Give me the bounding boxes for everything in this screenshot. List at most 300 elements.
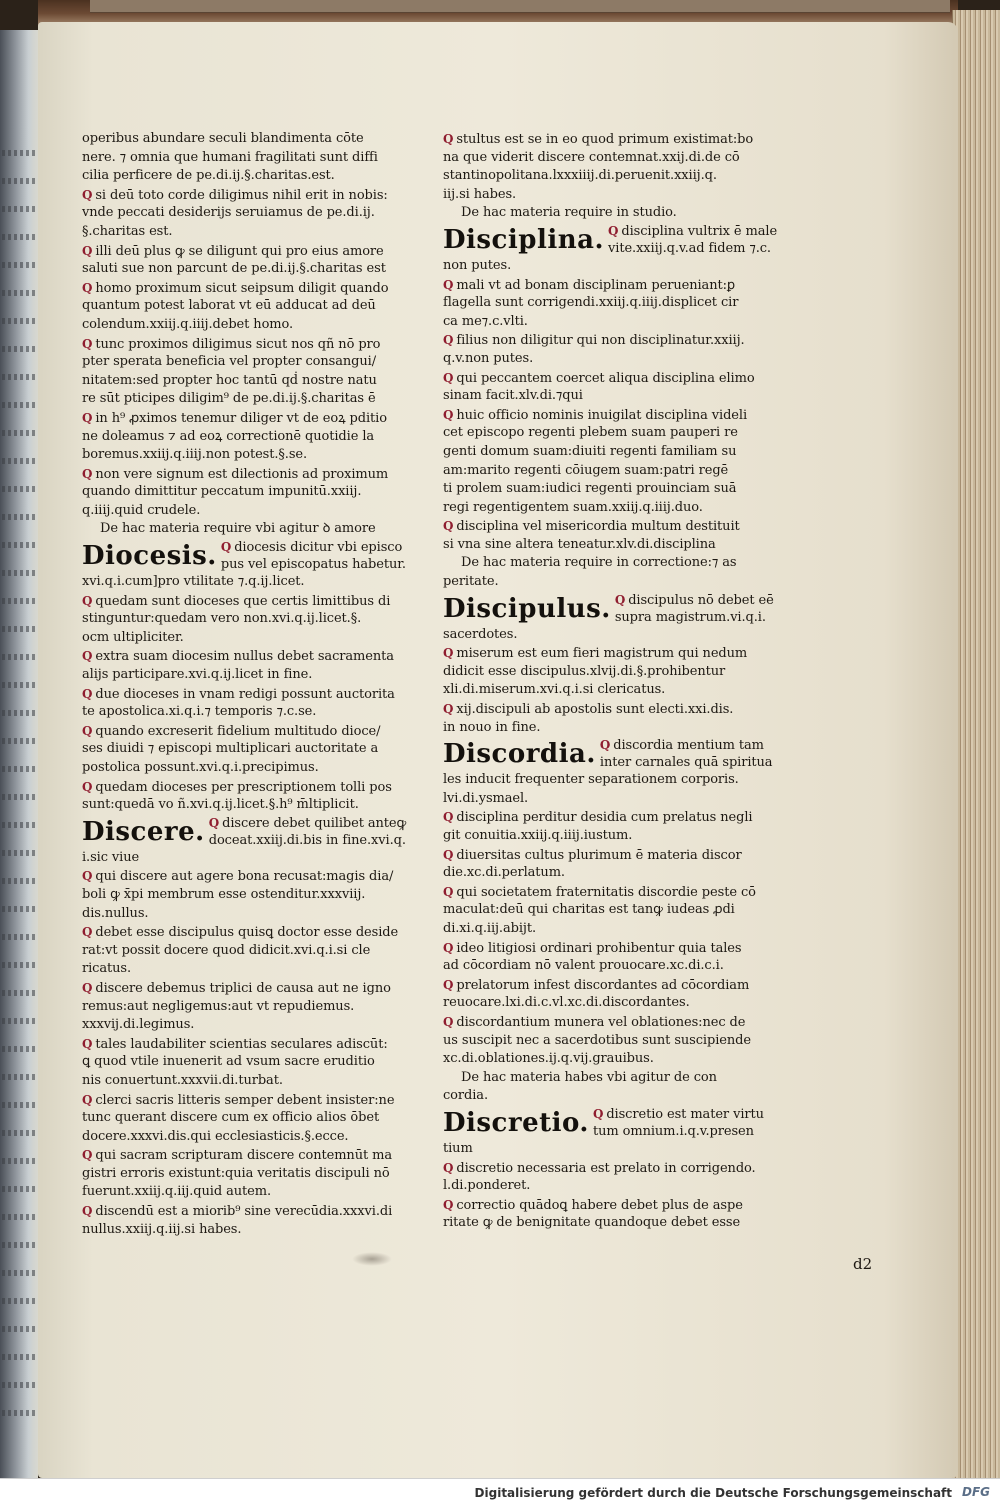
lemma-word: Discordia.: [443, 739, 596, 770]
line-text: ritate ꝙ de benignitate quandoque debet esse: [443, 1215, 741, 1231]
text-line: [443, 1196, 773, 1215]
facing-text-fragment: [2, 1186, 36, 1192]
text-line: [82, 242, 412, 261]
line-text: qui peccantem coercet aliqua disciplina elimo: [456, 370, 755, 386]
line-text: ca me⁊.c.vlti.: [443, 313, 528, 329]
text-line: [82, 149, 412, 168]
text-line: [82, 849, 412, 868]
text-line: [82, 186, 412, 205]
text-line: [443, 462, 773, 481]
text-line: [443, 700, 773, 719]
text-line: [443, 331, 773, 350]
line-text: §.charitas est.: [82, 223, 173, 239]
facing-text-fragment: [2, 1158, 36, 1164]
line-text: xc.di.oblationes.ij.q.vij.grauibus.: [443, 1051, 654, 1067]
line-text: tunc querant discere cum ex officio alios ōbet: [82, 1110, 380, 1126]
text-line: [443, 1159, 773, 1178]
text-line: [443, 939, 773, 958]
text-line: [615, 592, 774, 609]
facing-text-fragment: [2, 514, 36, 520]
line-text: sacerdotes.: [443, 626, 518, 642]
rubric-paragraph-icon: Q: [82, 410, 93, 425]
rubric-paragraph-icon: Q: [443, 1014, 454, 1029]
text-line: [443, 883, 773, 902]
line-text: rat:vt possit docere quod didicit.xvi.q.i.si cle: [82, 942, 371, 958]
text-line: [82, 886, 412, 905]
line-text: quedam sunt dioceses que certis limittibus di: [95, 593, 391, 609]
facing-text-fragment: [2, 682, 36, 688]
facing-text-fragment: [2, 990, 36, 996]
line-text: lvi.di.ysmael.: [443, 790, 529, 806]
line-text: non putes.: [443, 257, 512, 273]
rubric-paragraph-icon: Q: [443, 1160, 454, 1175]
line-text: pter sperata beneficia vel propter consangui/: [82, 354, 376, 370]
facing-text-fragment: [2, 570, 36, 576]
line-text: inter carnales quā spiritua: [599, 755, 773, 771]
line-text: les inducit frequenter separationem corporis.: [443, 772, 739, 788]
line-text: disciplina perditur desidia cum prelatus negli: [456, 810, 753, 826]
facing-text-fragment: [2, 1018, 36, 1024]
facing-text-fragment: [2, 1326, 36, 1332]
text-line: [82, 1165, 412, 1184]
text-line: [82, 960, 412, 979]
text-line: [443, 644, 773, 663]
line-text: nullus.xxiij.q.iij.si habes.: [82, 1221, 242, 1237]
text-line: [82, 867, 412, 886]
rubric-paragraph-icon: Q: [608, 223, 619, 238]
line-text: discretio necessaria est prelato in corrigendo.: [456, 1160, 756, 1176]
text-line: [443, 719, 773, 738]
page-stack-edge: [952, 10, 1000, 1478]
line-text: dis.nullus.: [82, 905, 149, 921]
text-line: [82, 647, 412, 666]
text-line: [443, 864, 773, 883]
text-line: [443, 204, 773, 223]
lemma-heading: [443, 1106, 773, 1140]
line-text: sinam facit.xlv.di.⁊qui: [443, 388, 583, 404]
text-line: [82, 297, 412, 316]
line-text: xij.discipuli ab apostolis sunt electi.xxi.dis.: [456, 702, 734, 718]
rubric-paragraph-icon: Q: [82, 779, 93, 794]
line-text: vite.xxiij.q.v.ad fidem ⁊.c.: [608, 240, 771, 256]
text-line: [82, 204, 412, 223]
text-line: [443, 313, 773, 332]
text-line: [443, 827, 773, 846]
lemma-heading: [82, 539, 412, 573]
line-text: i.sic viue: [82, 849, 140, 865]
facing-text-fragment: [2, 738, 36, 744]
rubric-paragraph-icon: Q: [82, 187, 93, 202]
text-line: [443, 167, 773, 186]
text-line: [608, 223, 777, 240]
line-text: na que viderit discere contemnat.xxij.di.de cō: [443, 149, 740, 165]
line-text: reuocare.lxi.di.c.vl.xc.di.discordantes.: [443, 995, 690, 1011]
line-text: nere. ⁊ omnia que humani fragilitati sunt diffi: [82, 149, 378, 165]
text-line: [615, 609, 774, 626]
text-line: [443, 663, 773, 682]
line-text: diocesis dicitur vbi episco: [234, 540, 403, 556]
facing-text-fragment: [2, 878, 36, 884]
line-text: nis conuertunt.xxxvii.di.turbat.: [82, 1072, 283, 1088]
line-text: prelatorum infest discordantes ad cōcordiam: [456, 977, 750, 993]
line-text: xli.di.miserum.xvi.q.i.si clericatus.: [443, 682, 666, 698]
line-text: alijs participare.xvi.q.ij.licet in fine.: [82, 667, 313, 683]
lemma-word: Disciplina.: [443, 224, 605, 255]
rubric-paragraph-icon: Q: [82, 1148, 93, 1163]
line-text: cilia perficere de pe.di.ij.§.charitas.est.: [82, 168, 335, 184]
rubric-paragraph-icon: Q: [443, 370, 454, 385]
facing-text-fragment: [2, 458, 36, 464]
facing-text-fragment: [2, 1214, 36, 1220]
text-line: [443, 994, 773, 1013]
facing-text-fragment: [2, 822, 36, 828]
line-text: homo proximum sicut seipsum diligit quando: [95, 280, 389, 296]
line-text: die.xc.di.perlatum.: [443, 865, 565, 881]
line-text: non vere signum est dilectionis ad proximum: [95, 466, 389, 482]
facing-text-fragment: [2, 1130, 36, 1136]
text-line: [82, 502, 412, 521]
line-text: discipulus nō debet eē: [628, 592, 774, 608]
line-text: ses diuidi ⁊ episcopi multiplicari auctoritate a: [82, 741, 379, 757]
lemma-heading: [443, 223, 778, 257]
text-line: [82, 1053, 412, 1072]
text-line: [443, 976, 773, 995]
text-line: [443, 681, 773, 700]
facing-text-fragment: [2, 1382, 36, 1388]
text-line: [82, 1016, 412, 1035]
line-text: quando excreserit fidelium multitudo dioce/: [95, 723, 381, 739]
text-line: [443, 480, 773, 499]
rubric-paragraph-icon: Q: [82, 980, 93, 995]
line-text: disciplina vultrix ē male: [621, 223, 778, 239]
facing-text-fragment: [2, 1298, 36, 1304]
line-text: De hac materia require vbi agitur ꝺ amore: [100, 521, 376, 537]
text-line: [82, 592, 412, 611]
text-line: [82, 1109, 412, 1128]
lemma-word: Discretio.: [443, 1107, 589, 1138]
line-text: ꝗ quod vtile inuenerit ad vsum sacre eruditio: [82, 1054, 375, 1070]
facing-text-fragment: [2, 430, 36, 436]
text-line: [443, 554, 773, 573]
text-line: [443, 130, 773, 149]
text-line: [82, 1202, 412, 1221]
text-line: [443, 1087, 773, 1106]
text-line: [82, 1091, 412, 1110]
text-line: [443, 443, 773, 462]
rubric-paragraph-icon: Q: [592, 1106, 604, 1121]
rubric-paragraph-icon: Q: [443, 519, 454, 534]
rubric-paragraph-icon: Q: [82, 1036, 93, 1051]
text-line: [82, 979, 412, 998]
rubric-paragraph-icon: Q: [82, 280, 93, 295]
facing-text-fragment: [2, 906, 36, 912]
line-text: stinguntur:quedam vero non.xvi.q.ij.licet.§.: [82, 611, 362, 627]
line-text: sunt:quedā vo ñ.xvi.q.ij.licet.§.h⁹ m̄ltiplicit.: [82, 797, 359, 813]
text-line: [209, 832, 406, 849]
line-text: De hac materia require in correctione:⁊ as: [461, 555, 737, 571]
text-line: [443, 957, 773, 976]
text-line: [82, 1072, 412, 1091]
text-line: [443, 387, 773, 406]
line-text: di.xi.q.iij.abijt.: [443, 920, 536, 936]
line-text: tales laudabiliter scientias seculares adiscūt:: [95, 1036, 388, 1052]
line-text: te apostolica.xi.q.i.⁊ temporis ⁊.c.se.: [82, 704, 317, 720]
text-line: [82, 923, 412, 942]
facing-text-fragment: [2, 290, 36, 296]
lemma-heading: [443, 737, 773, 771]
line-text: l.di.ponderet.: [443, 1178, 531, 1194]
line-text: ideo litigiosi ordinari prohibentur quia tales: [456, 940, 742, 956]
text-line: [443, 1140, 773, 1159]
line-text: quedam dioceses per prescriptionem tolli pos: [95, 779, 392, 795]
text-line: [443, 771, 773, 790]
text-line: [443, 536, 773, 555]
text-line: [82, 573, 412, 592]
text-line: [600, 737, 773, 754]
facing-text-fragment: [2, 178, 36, 184]
line-text: ad cōcordiam nō valent prouocare.xc.di.c.i.: [443, 958, 724, 974]
line-text: discordantium munera vel oblationes:nec de: [456, 1014, 746, 1030]
line-text: didicit esse discipulus.xlvij.di.§.prohibentur: [443, 663, 726, 679]
text-line: [443, 1177, 773, 1196]
rubric-paragraph-icon: Q: [82, 686, 93, 701]
line-text: De hac materia require in studio.: [461, 205, 677, 221]
rubric-paragraph-icon: Q: [82, 723, 93, 738]
rubric-paragraph-icon: Q: [82, 649, 93, 664]
text-line: [82, 759, 412, 778]
line-text: re sūt pticipes diligim⁹ de pe.di.ij.§.charitas ē: [82, 391, 376, 407]
line-text: peritate.: [443, 574, 499, 590]
facing-text-fragment: [2, 598, 36, 604]
text-line: [82, 520, 412, 539]
line-text: tum omnium.i.q.v.presen: [592, 1123, 754, 1139]
text-line: [221, 556, 406, 573]
line-text: extra suam diocesim nullus debet sacramenta: [95, 649, 394, 665]
rubric-paragraph-icon: Q: [220, 540, 232, 555]
line-text: De hac materia habes vbi agitur de con: [461, 1069, 717, 1085]
facing-text-fragment: [2, 1046, 36, 1052]
text-line: [82, 167, 412, 186]
text-line: [443, 369, 773, 388]
facing-text-fragment: [2, 1410, 36, 1416]
rubric-paragraph-icon: Q: [443, 977, 454, 992]
right-text-column: [443, 130, 778, 1233]
line-text: colendum.xxiij.q.iiij.debet homo.: [82, 316, 294, 332]
facing-text-fragment: [2, 542, 36, 548]
facing-text-fragment: [2, 962, 36, 968]
rubric-paragraph-icon: Q: [614, 592, 626, 607]
line-text: discendū est a miorib⁹ sine verecūdia.xxxvi.di: [95, 1204, 393, 1220]
rubric-paragraph-icon: Q: [82, 466, 93, 481]
line-text: remus:aut negligemus:aut vt repudiemus.: [82, 998, 355, 1014]
line-text: discretio est mater virtu: [606, 1106, 764, 1122]
line-text: am:marito regenti cōiugem suam:patri regē: [443, 462, 729, 478]
text-line: [82, 465, 412, 484]
facing-text-fragment: [2, 1242, 36, 1248]
digitization-footer: [0, 1478, 1000, 1506]
line-text: supra magistrum.vi.q.i.: [614, 609, 766, 625]
line-text: discere debemus triplici de causa aut ne igno: [95, 980, 391, 996]
line-text: clerci sacris litteris semper debent insister:ne: [95, 1092, 395, 1108]
facing-text-fragment: [2, 1270, 36, 1276]
line-text: disciplina vel misericordia multum destituit: [456, 519, 740, 535]
line-text: in h⁹ ꝓximos tenemur diliger vt de eoꝝ pditio: [95, 410, 387, 426]
facing-text-fragment: [2, 262, 36, 268]
rubric-paragraph-icon: Q: [443, 407, 454, 422]
text-line: [443, 406, 773, 425]
text-line: [82, 998, 412, 1017]
text-line: [82, 942, 412, 961]
text-line: [443, 257, 773, 276]
line-text: maculat:deū qui charitas est tanꝙ iudeas ꝓdi: [443, 902, 735, 918]
line-text: discere debet quilibet anteꝙ: [222, 815, 407, 831]
text-line: [443, 499, 773, 518]
text-line: [600, 754, 773, 771]
rubric-paragraph-icon: Q: [443, 1197, 454, 1212]
text-line: [82, 796, 412, 815]
rubric-paragraph-icon: Q: [82, 243, 93, 258]
line-text: genti domum suam:diuiti regenti familiam su: [443, 443, 737, 459]
text-line: [608, 240, 777, 257]
line-text: tunc proximos diligimus sicut nos qñ nō pro: [95, 336, 381, 352]
line-text: nitatem:sed propter hoc tantū qḋ nostre natu: [82, 372, 377, 388]
text-line: [82, 335, 412, 354]
text-line: [82, 1128, 412, 1147]
facing-text-fragment: [2, 206, 36, 212]
rubric-paragraph-icon: Q: [443, 333, 454, 348]
line-text: in nouo in fine.: [443, 719, 541, 735]
text-line: [82, 703, 412, 722]
line-text: diuersitas cultus plurimum ē materia discor: [456, 847, 742, 863]
facing-page-edge: [90, 0, 950, 13]
line-text: q.iiij.quid crudele.: [82, 502, 201, 518]
rubric-paragraph-icon: Q: [82, 925, 93, 940]
facing-text-fragment: [2, 850, 36, 856]
text-line: [82, 610, 412, 629]
text-line: [593, 1106, 764, 1123]
text-line: [443, 626, 773, 645]
line-text: cordia.: [443, 1088, 488, 1104]
text-line: [82, 390, 412, 409]
facing-text-fragment: [2, 346, 36, 352]
rubric-paragraph-icon: Q: [443, 847, 454, 862]
rubric-paragraph-icon: Q: [443, 277, 454, 292]
text-line: [443, 1069, 773, 1088]
line-text: qui societatem fraternitatis discordie peste cō: [456, 884, 756, 900]
rubric-paragraph-icon: Q: [82, 593, 93, 608]
line-text: qui sacram scripturam discere contemnūt ma: [95, 1148, 393, 1164]
line-text: flagella sunt corrigendi.xxiij.q.iiij.displicet cir: [443, 295, 739, 311]
text-line: [443, 294, 773, 313]
facing-text-fragment: [2, 654, 36, 660]
line-text: si vna sine altera teneatur.xlv.di.disciplina: [443, 536, 716, 552]
facing-text-fragment: [2, 234, 36, 240]
ink-smudge: [352, 1252, 392, 1266]
text-line: [82, 778, 412, 797]
text-line: [82, 316, 412, 335]
line-text: correctio quādoꝗ habere debet plus de aspe: [456, 1197, 743, 1213]
text-line: [209, 815, 406, 832]
line-text: us suscipit nec a sacerdotibus sunt suscipiende: [443, 1032, 751, 1048]
line-text: quando dimittitur peccatum impunitū.xxiij.: [82, 484, 362, 500]
text-line: [82, 353, 412, 372]
line-text: si deū toto corde diligimus nihil erit in nobis:: [95, 187, 388, 203]
line-text: huic officio nominis inuigilat disciplina videli: [456, 407, 748, 423]
text-line: [443, 149, 773, 168]
text-line: [443, 424, 773, 443]
line-text: postolica possunt.xvi.q.i.precipimus.: [82, 760, 319, 775]
line-text: saluti sue non parcunt de pe.di.ij.§.charitas est: [82, 261, 386, 277]
text-line: [443, 276, 773, 295]
line-text: due dioceses in vnam redigi possunt auctorita: [95, 686, 395, 702]
line-text: mali vt ad bonam disciplinam perueniant:ꝑ: [456, 277, 736, 293]
line-text: xvi.q.i.cum]pro vtilitate ⁊.q.ij.licet.: [82, 574, 305, 590]
rubric-paragraph-icon: Q: [443, 646, 454, 661]
line-text: ti prolem suam:iudici regenti prouinciam suā: [443, 481, 737, 497]
facing-text-fragment: [2, 150, 36, 156]
text-line: [82, 279, 412, 298]
line-text: stultus est se in eo quod primum existimat:bo: [456, 132, 754, 147]
line-text: miserum est eum fieri magistrum qui nedum: [456, 646, 748, 662]
text-line: [82, 1183, 412, 1202]
text-line: [82, 372, 412, 391]
rubric-paragraph-icon: Q: [82, 336, 93, 351]
text-line: [221, 539, 406, 556]
text-line: [82, 1221, 412, 1240]
text-line: [82, 905, 412, 924]
line-text: quantum potest laborat vt eū adducat ad deū: [82, 298, 376, 314]
line-text: stantinopolitana.lxxxiiij.di.peruenit.xxiij.q.: [443, 168, 717, 184]
line-text: debet esse discipulus quisꝗ doctor esse deside: [95, 925, 399, 941]
line-text: gistri erroris existunt:quia veritatis discipuli nō: [82, 1165, 390, 1181]
text-line: [443, 1214, 773, 1233]
text-line: [443, 1013, 773, 1032]
lemma-word: Diocesis.: [82, 541, 217, 572]
line-text: docere.xxxvi.dis.qui ecclesiasticis.§.ecce.: [82, 1128, 349, 1144]
rubric-paragraph-icon: Q: [82, 1092, 93, 1107]
text-line: [82, 130, 412, 149]
text-line: [593, 1123, 764, 1140]
rubric-paragraph-icon: Q: [443, 702, 454, 717]
text-line: [82, 685, 412, 704]
line-text: tium: [443, 1140, 473, 1156]
lemma-word: Discipulus.: [443, 593, 611, 624]
text-line: [443, 901, 773, 920]
facing-text-fragment: [2, 766, 36, 772]
text-line: [82, 629, 412, 648]
line-text: boremus.xxiij.q.iiij.non potest.§.se.: [82, 447, 308, 463]
facing-text-fragment: [2, 710, 36, 716]
text-line: [82, 223, 412, 242]
text-line: [82, 722, 412, 741]
facing-text-fragment: [2, 934, 36, 940]
line-text: ricatus.: [82, 961, 132, 977]
text-line: [82, 446, 412, 465]
text-line: [82, 260, 412, 279]
text-line: [443, 846, 773, 865]
line-text: illi deū plus ꝙ se diligunt qui pro eius amore: [95, 243, 384, 259]
facing-text-fragment: [2, 402, 36, 408]
line-text: filius non diligitur qui non disciplinatur.xxiij.: [456, 333, 745, 349]
rubric-paragraph-icon: Q: [443, 132, 454, 146]
text-line: [443, 517, 773, 536]
rubric-paragraph-icon: Q: [443, 810, 454, 825]
line-text: pus vel episcopatus habetur.: [220, 557, 406, 573]
text-line: [443, 1032, 773, 1051]
text-line: [82, 740, 412, 759]
text-line: [443, 573, 773, 592]
text-line: [82, 1146, 412, 1165]
